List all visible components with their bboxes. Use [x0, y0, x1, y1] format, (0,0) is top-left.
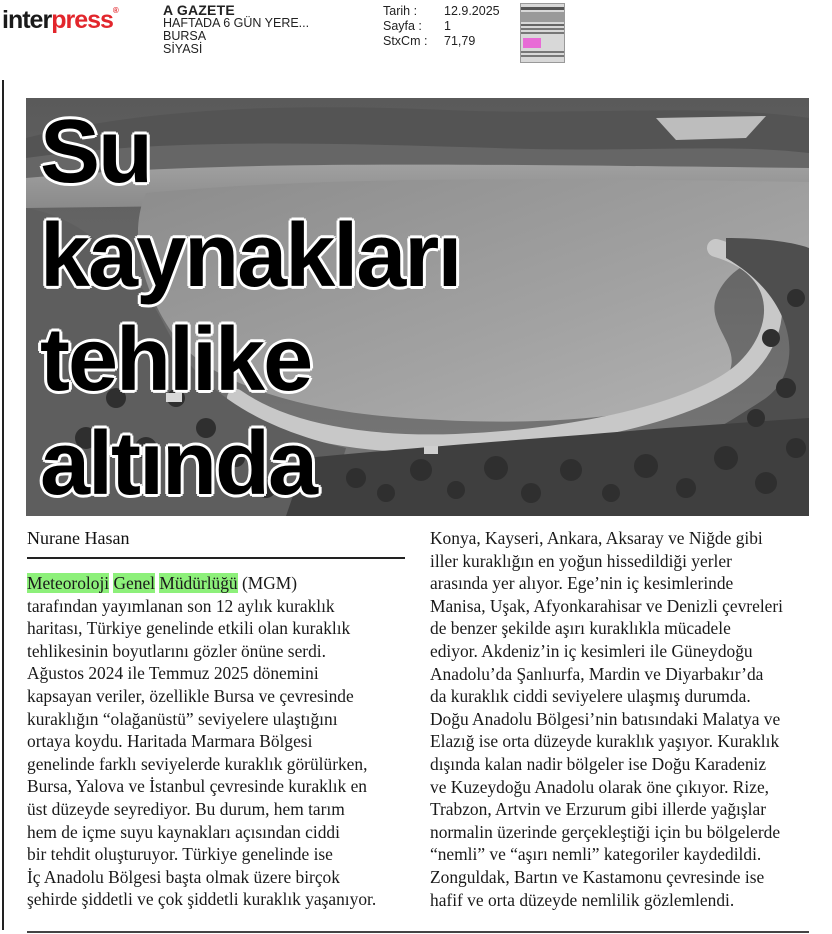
article-text: (MGM) [241, 573, 298, 593]
publication-name: A GAZETE [163, 2, 235, 18]
article-line: haritası, Türkiye genelinde etkili olan kuraklık [27, 618, 351, 639]
headline-line: Su [40, 102, 152, 202]
article-line: ediyor. Akdeniz’in iç kesimleri ile Güneydoğu [430, 640, 753, 661]
article-line: genelinde farklı seviyelerde kuraklık görülürken, [27, 753, 368, 774]
byline-rule [27, 557, 405, 559]
article-line: Trabzon, Artvin ve Erzurum gibi illerde yağışlar [430, 799, 766, 820]
publication-city: BURSA [163, 29, 207, 43]
margin-rule [2, 80, 4, 930]
article-line: Bursa, Yalova ve İstanbul çevresinde kuraklık en [27, 776, 367, 797]
highlighted-term: Meteoroloji [27, 573, 110, 593]
date-label: Tarih : [383, 4, 418, 18]
article-line: Zonguldak, Bartın ve Kastamonu çevresinde ise [430, 866, 765, 887]
headline-line: tehlike [40, 310, 312, 410]
logo-registered-mark: ® [112, 6, 118, 15]
stxcm-row [383, 34, 500, 49]
article-line [27, 572, 412, 595]
page-row [383, 19, 500, 34]
article-line: ve Kuzeydoğu Anadolu olarak öne çıkıyor. Rize, [430, 776, 770, 797]
article-line: normalin üzerinde gerçekleştiği için bu bölgelerde [430, 821, 781, 842]
article-line: dışında kalan nadir bölgeler ise Doğu Karadeniz [430, 753, 767, 774]
page-label: Sayfa : [383, 19, 422, 33]
article-line: şehirde şiddetli ve çok şiddetli kuraklık yaşanıyor. [27, 889, 377, 910]
article-column-left [27, 572, 412, 911]
page-thumbnail-icon[interactable] [520, 3, 565, 63]
article-line: ortaya koydu. Haritada Marmara Bölgesi [27, 731, 313, 752]
article-line: Elazığ ise orta düzeyde kuraklık yaşıyor. Kuraklık [430, 731, 780, 752]
article-line: hem de içme suyu kaynakları açısından ciddi [27, 821, 340, 842]
article-line: Anadolu’da Şanlıurfa, Mardin ve Diyarbakır’da [430, 663, 764, 684]
article-line: tehlikesinin boyutlarını gözler önüne serdi. [27, 640, 326, 661]
article-line: Konya, Kayseri, Ankara, Aksaray ve Niğde gibi [430, 528, 763, 548]
article-line: kuraklığın “olağanüstü” seviyelere ulaştığını [27, 708, 338, 729]
article-line: hafif ve orta düzeyde nemlilik gözlemlendi. [430, 889, 735, 910]
stxcm-label: StxCm : [383, 34, 428, 48]
highlighted-term: Genel [113, 573, 155, 593]
publication-category: SİYASİ [163, 42, 203, 56]
clipping-info [383, 4, 500, 49]
article-line: üst düzeyde seyrediyor. Bu durum, hem tarım [27, 798, 345, 819]
interpress-logo [2, 6, 118, 35]
article-line: bir tehdit oluşturuyor. Türkiye genelinde ise [27, 844, 333, 865]
publication-info [163, 4, 309, 56]
article-line: İç Anadolu Bölgesi başta olmak üzere birçok [27, 866, 340, 887]
bottom-rule [27, 931, 809, 933]
logo-text-inter: inter [2, 6, 52, 34]
article-line: da kuraklık ciddi seviyelere ulaşmış durumda. [430, 686, 751, 707]
article-line: Doğu Anadolu Bölgesi’nin batısındaki Malatya ve [430, 708, 781, 729]
article-line: kapsayan veriler, özellikle Bursa ve çevresinde [27, 685, 354, 706]
article-line: “nemli” ve “aşırı nemli” kategoriler kaydedildi. [430, 844, 762, 865]
date-row [383, 4, 500, 19]
publication-frequency: HAFTADA 6 GÜN YERE... [163, 16, 310, 30]
article-line: iller kuraklığın en yoğun hissedildiği yerler [430, 550, 732, 571]
article-line: arasında yer alıyor. Ege’nin iç kesimlerinde [430, 573, 734, 594]
headline [40, 100, 460, 516]
article-line: tarafından yayımlanan son 12 aylık kuraklık [27, 595, 335, 616]
article-line: de benzer şekilde aşırı kuraklıkla mücadele [430, 618, 731, 639]
highlighted-term: Müdürlüğü [159, 573, 238, 593]
headline-line: kaynakları [40, 206, 461, 306]
article-line: Ağustos 2024 ile Temmuz 2025 dönemini [27, 663, 319, 684]
article-column-right [430, 527, 825, 911]
page-value: 1 [444, 19, 451, 33]
byline: Nurane Hasan [27, 528, 130, 548]
date-value: 12.9.2025 [444, 4, 500, 18]
logo-text-press: press [51, 6, 113, 34]
stxcm-value: 71,79 [444, 34, 476, 48]
article-line: Manisa, Uşak, Afyonkarahisar ve Denizli çevreleri [430, 595, 783, 616]
headline-line: altında [40, 414, 317, 514]
